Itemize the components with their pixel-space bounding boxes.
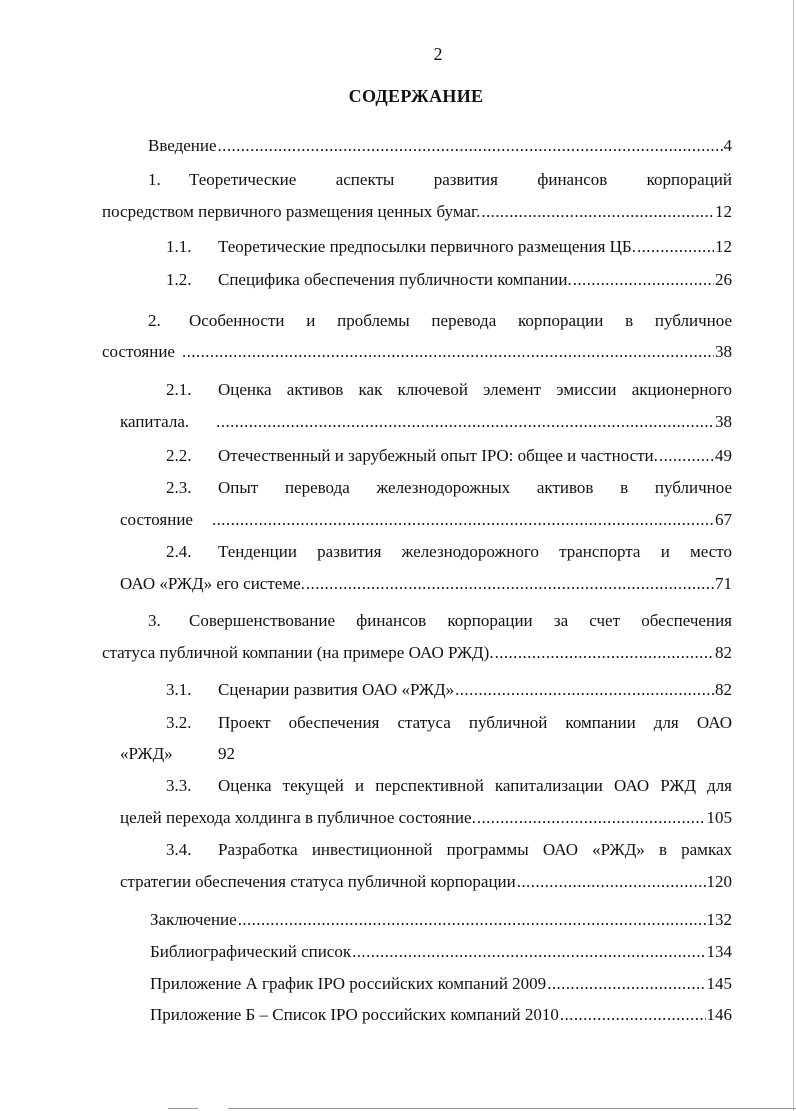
toc-section-number: 2.3. (166, 478, 192, 497)
toc-section-2-4-line2[interactable] (120, 570, 732, 594)
dot-leader (477, 808, 706, 828)
scan-mark (168, 1108, 198, 1109)
toc-section-2-1-line2[interactable] (120, 408, 732, 432)
toc-section-number: 3.1. (166, 680, 192, 699)
toc-chapter-2-line1[interactable] (148, 307, 732, 331)
toc-section-title: Разработка инвестиционной программы ОАО «РЖД» в рамках (218, 840, 732, 859)
toc-entry-page: 132 (706, 910, 732, 929)
dot-leader (517, 872, 706, 892)
toc-section-title: Сценарии развития ОАО «РЖД» (218, 680, 455, 699)
toc-chapter-number: 1. (148, 170, 161, 189)
toc-entry-title: Библиографический список (150, 942, 352, 961)
dot-leader (238, 910, 706, 930)
dot-leader (495, 643, 714, 663)
toc-entry-page: 82 (715, 680, 732, 699)
dot-leader (182, 342, 714, 362)
dot-leader (218, 136, 723, 156)
scan-mark (228, 1108, 796, 1109)
toc-chapter-title-cont: посредством первичного размещения ценных бумаг. (102, 202, 481, 221)
toc-section-3-3-line1[interactable] (166, 772, 732, 796)
toc-chapter-3-line1[interactable] (148, 607, 732, 631)
toc-section-2-3-line1[interactable] (166, 474, 732, 498)
dot-leader (547, 974, 705, 994)
toc-section-number: 3.2. (166, 713, 192, 732)
toc-section-title: Теоретические предпосылки первичного размещения ЦБ. (218, 237, 636, 256)
dot-leader (573, 270, 714, 290)
toc-entry-page: 71 (715, 574, 732, 593)
toc-entry-page: 38 (715, 412, 732, 431)
toc-chapter-title: Теоретические аспекты развития финансов корпораций (189, 170, 732, 189)
toc-section-number: 2.1. (166, 380, 192, 399)
toc-section-number: 2.2. (166, 446, 192, 465)
toc-chapter-title: Совершенствование финансов корпорации за счет обеспечения (189, 611, 732, 630)
toc-entry-appendix-b[interactable] (150, 1001, 732, 1025)
dot-leader (481, 202, 714, 222)
toc-entry-page: 92 (218, 744, 235, 763)
toc-entry-appendix-a[interactable] (150, 970, 732, 994)
toc-section-3-4-line2[interactable] (120, 868, 732, 892)
toc-entry-page: 146 (706, 1005, 732, 1024)
toc-section-1-2[interactable] (166, 266, 732, 290)
toc-entry-bibliography[interactable] (150, 938, 732, 962)
toc-section-2-1-line1[interactable] (166, 376, 732, 400)
toc-section-title-cont: ОАО «РЖД» его системе. (120, 574, 305, 593)
toc-chapter-1-line1[interactable] (148, 166, 732, 190)
dot-leader (659, 446, 714, 466)
toc-section-title: Оценка активов как ключевой элемент эмиссии акционерного (218, 380, 732, 399)
dot-leader (637, 237, 714, 257)
dot-leader (560, 1005, 706, 1025)
toc-section-title: Тенденции развития железнодорожного транспорта и место (218, 542, 732, 561)
toc-section-title-cont: «РЖД» (120, 744, 173, 763)
toc-chapter-title-cont: состояние (102, 342, 175, 361)
toc-section-number: 3.3. (166, 776, 192, 795)
toc-chapter-title-cont: статуса публичной компании (на примере ОАО РЖД). (102, 643, 494, 662)
toc-chapter-number: 2. (148, 311, 161, 330)
dot-leader (352, 942, 705, 962)
toc-entry-page: 120 (706, 872, 732, 891)
dot-leader (455, 680, 714, 700)
dot-leader (306, 574, 714, 594)
toc-section-1-1[interactable] (166, 233, 732, 257)
toc-section-3-1[interactable] (166, 676, 732, 700)
dot-leader (216, 412, 714, 432)
toc-entry-title: Приложение Б – Список IPO российских компаний 2010 (150, 1005, 559, 1024)
toc-entry-page: 134 (706, 942, 732, 961)
toc-section-title: Опыт перевода железнодорожных активов в публичное (218, 478, 732, 497)
toc-section-number: 1.2. (166, 270, 192, 289)
toc-entry-title: Заключение (150, 910, 237, 929)
toc-section-2-4-line1[interactable] (166, 538, 732, 562)
toc-chapter-1-line2[interactable] (102, 198, 732, 222)
toc-section-3-4-line1[interactable] (166, 836, 732, 860)
toc-section-3-3-line2[interactable] (120, 804, 732, 828)
toc-section-title: Оценка текущей и перспективной капитализации ОАО РЖД для (218, 776, 732, 795)
toc-entry-page: 49 (715, 446, 732, 465)
toc-title: СОДЕРЖАНИЕ (348, 86, 484, 106)
toc-entry-page: 105 (706, 808, 732, 827)
toc-section-title: Отечественный и зарубежный опыт IPO: общее и частности. (218, 446, 658, 465)
toc-entry-page: 12 (715, 202, 732, 221)
toc-entry-conclusion[interactable] (150, 906, 732, 930)
toc-section-title: Специфика обеспечения публичности компании. (218, 270, 572, 289)
toc-section-number: 3.4. (166, 840, 192, 859)
toc-entry-title: Приложение А график IPO российских компаний 2009 (150, 974, 547, 993)
toc-entry-page: 4 (723, 136, 732, 155)
toc-chapter-3-line2[interactable] (102, 639, 732, 663)
toc-entry-page: 67 (715, 510, 732, 529)
page-number: 2 (433, 44, 443, 64)
toc-chapter-title: Особенности и проблемы перевода корпорации в публичное (189, 311, 732, 330)
toc-entry-page: 12 (715, 237, 732, 256)
toc-section-title-cont: состояние (120, 510, 193, 529)
toc-entry-intro[interactable] (148, 132, 732, 156)
toc-section-title-cont: целей перехода холдинга в публичное состояние. (120, 808, 476, 827)
toc-entry-page: 26 (715, 270, 732, 289)
scan-edge (793, 0, 794, 1111)
dot-leader (212, 510, 714, 530)
toc-entry-title: Введение (148, 136, 217, 155)
toc-entry-page: 38 (715, 342, 732, 361)
toc-section-2-3-line2[interactable] (120, 506, 732, 530)
toc-section-title-cont: стратегии обеспечения статуса публичной корпорации (120, 872, 516, 891)
toc-section-number: 1.1. (166, 237, 192, 256)
toc-entry-page: 82 (715, 643, 732, 662)
toc-section-number: 2.4. (166, 542, 192, 561)
toc-entry-page: 145 (706, 974, 732, 993)
toc-section-2-2[interactable] (166, 442, 732, 466)
toc-section-title: Проект обеспечения статуса публичной компании для ОАО (218, 713, 732, 732)
toc-section-3-2-line2[interactable] (120, 740, 732, 764)
toc-chapter-number: 3. (148, 611, 161, 630)
toc-chapter-2-line2[interactable] (102, 338, 732, 362)
toc-section-title-cont: капитала. (120, 412, 190, 431)
toc-section-3-2-line1[interactable] (166, 709, 732, 733)
